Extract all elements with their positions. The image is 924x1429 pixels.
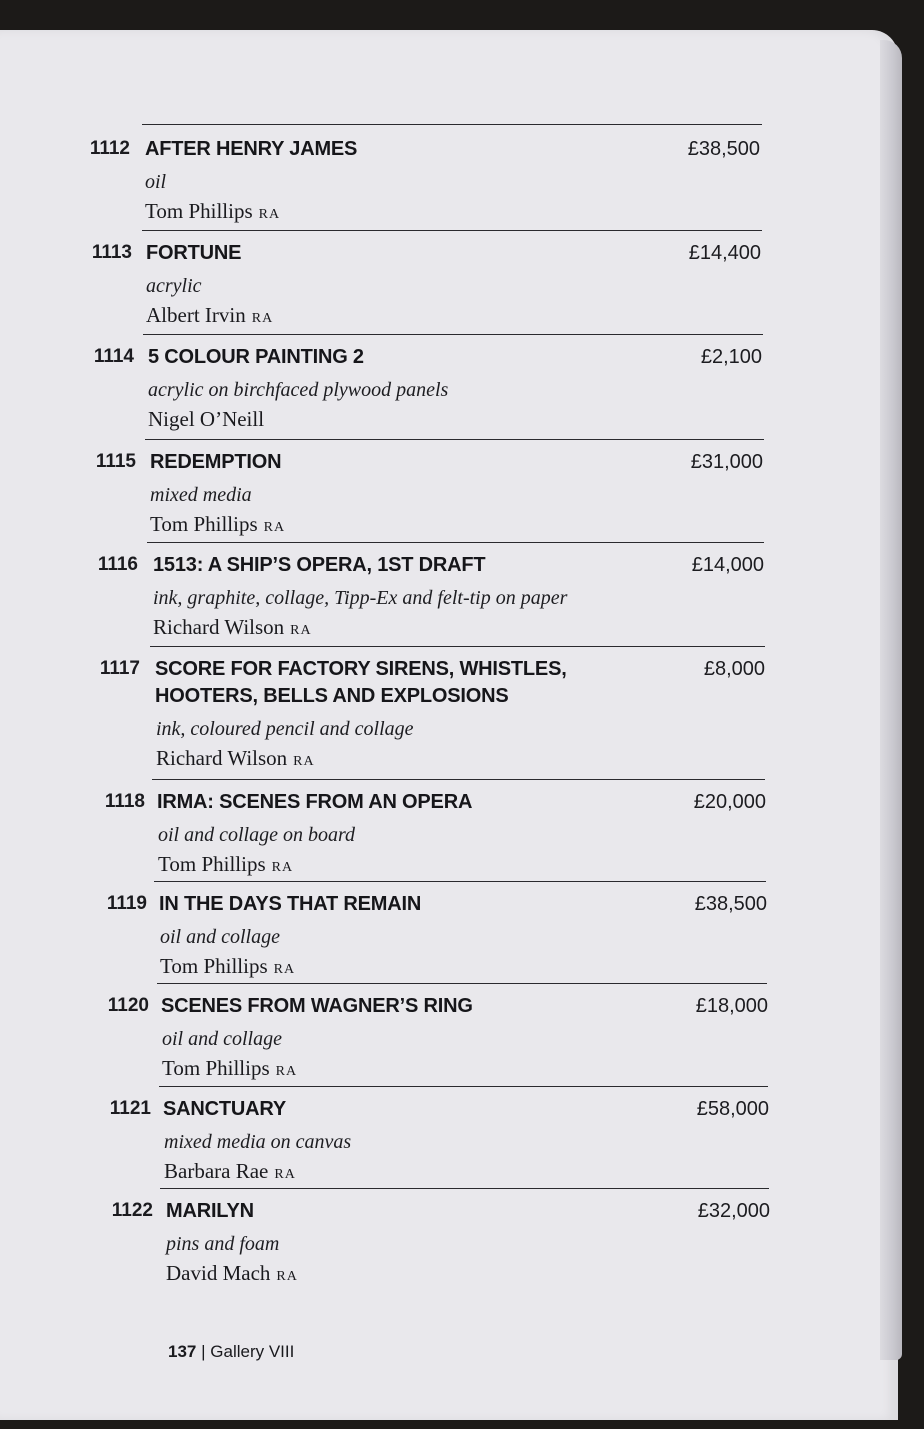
lot-number: 1115 bbox=[95, 451, 136, 472]
catalogue-entry bbox=[0, 552, 764, 652]
entry-divider bbox=[145, 439, 764, 440]
catalogue-entry bbox=[0, 1198, 770, 1298]
artwork-title: SCENES FROM WAGNER’S RING bbox=[161, 995, 473, 1017]
artist-name bbox=[160, 953, 680, 983]
catalogue-entry bbox=[0, 136, 760, 236]
catalogue-entry bbox=[0, 449, 763, 549]
sale-price: £38,500 bbox=[687, 138, 760, 160]
artwork-medium: oil and collage bbox=[162, 1028, 282, 1050]
lot-number: 1116 bbox=[97, 554, 138, 575]
artwork-medium: oil and collage on board bbox=[158, 824, 356, 846]
artist-name-text: Tom Phillips bbox=[150, 512, 258, 536]
artist-honorific: RA bbox=[274, 1167, 296, 1182]
artwork-medium: mixed media on canvas bbox=[164, 1131, 352, 1153]
artwork-title: REDEMPTION bbox=[150, 451, 282, 473]
sale-price: £31,000 bbox=[690, 451, 763, 473]
page-footer bbox=[168, 1342, 294, 1362]
catalogue-entry bbox=[0, 344, 762, 444]
artist-honorific: RA bbox=[293, 754, 315, 769]
artwork-title: 5 COLOUR PAINTING 2 bbox=[148, 346, 364, 368]
lot-number: 1121 bbox=[109, 1098, 151, 1119]
artist-name bbox=[162, 1055, 682, 1085]
entry-divider bbox=[154, 881, 766, 882]
lot-number: 1120 bbox=[107, 995, 149, 1016]
lot-number: 1118 bbox=[104, 791, 145, 812]
artist-name bbox=[145, 198, 665, 228]
artist-name bbox=[156, 745, 676, 775]
catalogue-entry bbox=[0, 656, 765, 770]
artist-name bbox=[148, 406, 668, 432]
catalogue-entry bbox=[0, 240, 761, 340]
entry-divider bbox=[142, 230, 762, 231]
artist-honorific: RA bbox=[263, 520, 286, 535]
artist-name-text: Barbara Rae bbox=[164, 1159, 269, 1183]
entry-divider bbox=[157, 983, 767, 984]
artist-name bbox=[150, 511, 670, 541]
catalogue-entry bbox=[0, 1096, 769, 1196]
artist-name bbox=[158, 851, 678, 881]
artwork-medium: oil and collage bbox=[160, 926, 280, 948]
artwork-title: 1513: A SHIP’S OPERA, 1ST DRAFT bbox=[153, 554, 486, 576]
artwork-medium: mixed media bbox=[150, 484, 252, 506]
artist-name-text: Tom Phillips bbox=[158, 852, 266, 876]
sale-price: £14,400 bbox=[688, 242, 761, 264]
lot-number: 1113 bbox=[91, 242, 132, 263]
artist-name-text: Nigel O’Neill bbox=[148, 407, 265, 431]
top-divider bbox=[142, 124, 762, 125]
entry-divider bbox=[159, 1086, 768, 1087]
sale-price: £20,000 bbox=[693, 791, 766, 813]
artwork-title: IRMA: SCENES FROM AN OPERA bbox=[157, 791, 473, 813]
artist-name-text: Albert Irvin bbox=[146, 303, 246, 327]
artwork-medium: acrylic on birchfaced plywood panels bbox=[148, 379, 449, 401]
catalogue-entry bbox=[0, 789, 766, 889]
artist-honorific: RA bbox=[273, 962, 296, 977]
artist-honorific: RA bbox=[290, 623, 312, 638]
sale-price: £38,500 bbox=[694, 893, 767, 915]
entry-divider bbox=[152, 779, 765, 780]
artwork-medium: ink, graphite, collage, Tipp-Ex and felt-tip on paper bbox=[153, 587, 568, 609]
artist-honorific: RA bbox=[276, 1269, 298, 1284]
artwork-medium: ink, coloured pencil and collage bbox=[156, 718, 414, 740]
artwork-medium: acrylic bbox=[146, 275, 202, 297]
artwork-title: SANCTUARY bbox=[163, 1098, 287, 1120]
artist-name bbox=[166, 1260, 686, 1290]
lot-number: 1114 bbox=[93, 346, 134, 367]
lot-number: 1119 bbox=[106, 893, 147, 914]
artwork-title: MARILYN bbox=[166, 1200, 254, 1222]
artwork-medium: oil bbox=[145, 171, 167, 193]
entry-divider bbox=[147, 542, 764, 543]
artwork-title: FORTUNE bbox=[146, 242, 242, 264]
sale-price: £32,000 bbox=[697, 1200, 770, 1222]
artist-honorific: RA bbox=[275, 1064, 298, 1079]
sale-price: £2,100 bbox=[700, 346, 762, 368]
page-number: 137 bbox=[168, 1342, 197, 1361]
lot-number: 1112 bbox=[89, 138, 130, 159]
catalogue-entry bbox=[0, 891, 767, 991]
artwork-title: AFTER HENRY JAMES bbox=[145, 138, 358, 160]
sale-price: £58,000 bbox=[696, 1098, 769, 1120]
artist-name-text: Richard Wilson bbox=[156, 746, 288, 770]
entry-divider bbox=[150, 646, 765, 647]
artist-honorific: RA bbox=[271, 860, 294, 875]
lot-number: 1117 bbox=[99, 658, 140, 679]
artist-name bbox=[153, 614, 673, 644]
artist-name-text: Tom Phillips bbox=[160, 954, 268, 978]
artist-name bbox=[146, 302, 666, 332]
artwork-title: SCORE FOR FACTORY SIRENS, WHISTLES, bbox=[155, 658, 567, 680]
lot-number: 1122 bbox=[111, 1200, 153, 1221]
gallery-label: Gallery VIII bbox=[210, 1342, 295, 1361]
artwork-title: IN THE DAYS THAT REMAIN bbox=[159, 893, 422, 915]
artist-honorific: RA bbox=[258, 207, 281, 222]
artist-name-text: Tom Phillips bbox=[145, 199, 253, 223]
sale-price: £18,000 bbox=[695, 995, 768, 1017]
artist-name-text: David Mach bbox=[166, 1261, 271, 1285]
entry-divider bbox=[143, 334, 763, 335]
entry-divider bbox=[160, 1188, 769, 1189]
sale-price: £8,000 bbox=[703, 658, 765, 680]
sale-price: £14,000 bbox=[691, 554, 764, 576]
page-edge bbox=[880, 40, 902, 1360]
artist-name-text: Richard Wilson bbox=[153, 615, 285, 639]
artwork-medium: pins and foam bbox=[166, 1233, 280, 1255]
artist-name-text: Tom Phillips bbox=[162, 1056, 270, 1080]
catalogue-entry bbox=[0, 993, 768, 1093]
artwork-title: HOOTERS, BELLS AND EXPLOSIONS bbox=[155, 685, 509, 707]
footer-separator: | bbox=[201, 1342, 206, 1361]
artist-honorific: RA bbox=[251, 311, 274, 326]
artist-name bbox=[164, 1158, 684, 1188]
